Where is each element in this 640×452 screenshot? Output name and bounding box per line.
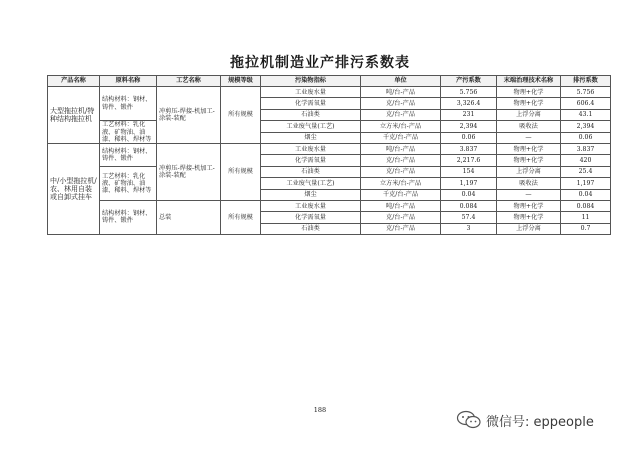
unit-cell: 立方米/台-产品 xyxy=(361,178,441,189)
material-cell: 结构材料：钢材、铸件、锻件 xyxy=(100,87,157,121)
pollutant-cell: 工业废水量 xyxy=(261,87,361,98)
pollutant-cell: 工业废水量 xyxy=(261,143,361,154)
process-cell: 冲剪压-焊接-机加工-涂装-装配 xyxy=(157,87,221,144)
unit-cell: 吨/台-产品 xyxy=(361,200,441,211)
unit-cell: 千克/台-产品 xyxy=(361,189,441,200)
treatment-cell: 物理+化学 xyxy=(497,87,561,98)
watermark-text: 微信号: eppeople xyxy=(486,414,594,430)
generation-cell: 0.084 xyxy=(441,200,497,211)
discharge-cell: 25.4 xyxy=(561,166,611,177)
unit-cell: 克/台-产品 xyxy=(361,166,441,177)
unit-cell: 克/台-产品 xyxy=(361,155,441,166)
discharge-cell: 3.837 xyxy=(561,143,611,154)
generation-cell: 231 xyxy=(441,109,497,120)
unit-cell: 克/台-产品 xyxy=(361,223,441,234)
column-header-material: 原料名称 xyxy=(100,76,157,87)
pollutant-cell: 工业废气量(工艺) xyxy=(261,121,361,132)
generation-cell: 2,394 xyxy=(441,121,497,132)
column-header-product: 产品名称 xyxy=(48,76,100,87)
pollutant-cell: 工业废水量 xyxy=(261,200,361,211)
generation-cell: 3,326.4 xyxy=(441,98,497,109)
generation-cell: 0.06 xyxy=(441,132,497,143)
product-cell: 大型拖拉机/特种结构拖拉机 xyxy=(48,87,100,144)
column-header-scale: 规模等级 xyxy=(221,76,261,87)
table-row xyxy=(48,87,611,98)
treatment-cell: 吸收法 xyxy=(497,121,561,132)
pollutant-cell: 化学需氧量 xyxy=(261,155,361,166)
pollutant-cell: 工业废气量(工艺) xyxy=(261,178,361,189)
column-header-generation-coefficient: 产污系数 xyxy=(441,76,497,87)
material-cell: 结构材料：钢材、铸件、锻件 xyxy=(100,143,157,166)
treatment-cell: — xyxy=(497,189,561,200)
discharge-cell: 2,394 xyxy=(561,121,611,132)
table-row xyxy=(48,143,611,154)
generation-cell: 3.837 xyxy=(441,143,497,154)
material-cell: 工艺材料：乳化液、矿物油、油漆、稀料、焊材等 xyxy=(100,166,157,200)
pollutant-cell: 石油类 xyxy=(261,166,361,177)
generation-cell: 57.4 xyxy=(441,212,497,223)
material-cell: 结构材料：钢材、铸件、锻件 xyxy=(100,200,157,234)
discharge-cell: 43.1 xyxy=(561,109,611,120)
wechat-watermark xyxy=(456,410,594,430)
discharge-cell: 11 xyxy=(561,212,611,223)
pollutant-cell: 烟尘 xyxy=(261,132,361,143)
pollutant-cell: 化学需氧量 xyxy=(261,98,361,109)
treatment-cell: 上浮分离 xyxy=(497,223,561,234)
scale-cell: 所有规模 xyxy=(221,87,261,144)
treatment-cell: 物理+化学 xyxy=(497,155,561,166)
unit-cell: 克/台-产品 xyxy=(361,212,441,223)
scale-cell: 所有规模 xyxy=(221,143,261,200)
treatment-cell: 物理+化学 xyxy=(497,143,561,154)
column-header-discharge-coefficient: 排污系数 xyxy=(561,76,611,87)
process-cell: 总装 xyxy=(157,200,221,234)
material-cell: 工艺材料：乳化液、矿物油、油漆、稀料、焊材等 xyxy=(100,121,157,144)
unit-cell: 吨/台-产品 xyxy=(361,87,441,98)
unit-cell: 克/台-产品 xyxy=(361,98,441,109)
product-cell: 中/小型拖拉机/农、林用自装或自卸式挂车 xyxy=(48,143,100,234)
column-header-treatment-technology: 末端治理技术名称 xyxy=(497,76,561,87)
page-number: 188 xyxy=(313,406,327,414)
treatment-cell: 吸收法 xyxy=(497,178,561,189)
generation-cell: 1,197 xyxy=(441,178,497,189)
scale-cell: 所有规模 xyxy=(221,200,261,234)
discharge-cell: 420 xyxy=(561,155,611,166)
table-row xyxy=(48,200,611,211)
pollutant-cell: 石油类 xyxy=(261,223,361,234)
column-header-process: 工艺名称 xyxy=(157,76,221,87)
table-header-row xyxy=(48,76,611,87)
discharge-cell: 0.04 xyxy=(561,189,611,200)
unit-cell: 克/台-产品 xyxy=(361,109,441,120)
generation-cell: 0.04 xyxy=(441,189,497,200)
column-header-unit: 单位 xyxy=(361,76,441,87)
generation-cell: 2,217.6 xyxy=(441,155,497,166)
generation-cell: 5.756 xyxy=(441,87,497,98)
unit-cell: 千克/台-产品 xyxy=(361,132,441,143)
treatment-cell: 物理+化学 xyxy=(497,98,561,109)
wechat-icon xyxy=(456,410,482,430)
discharge-cell: 0.06 xyxy=(561,132,611,143)
page-title: 拖拉机制造业产排污系数表 xyxy=(230,55,410,71)
pollutant-cell: 化学需氧量 xyxy=(261,212,361,223)
discharge-cell: 5.756 xyxy=(561,87,611,98)
treatment-cell: 上浮分离 xyxy=(497,166,561,177)
unit-cell: 吨/台-产品 xyxy=(361,143,441,154)
treatment-cell: — xyxy=(497,132,561,143)
discharge-cell: 1,197 xyxy=(561,178,611,189)
process-cell: 冲剪压-焊接-机加工-涂装-装配 xyxy=(157,143,221,200)
unit-cell: 立方米/台-产品 xyxy=(361,121,441,132)
column-header-pollutant: 污染物指标 xyxy=(261,76,361,87)
pollutant-cell: 石油类 xyxy=(261,109,361,120)
discharge-cell: 0.084 xyxy=(561,200,611,211)
discharge-cell: 606.4 xyxy=(561,98,611,109)
generation-cell: 3 xyxy=(441,223,497,234)
table-row xyxy=(48,166,611,177)
treatment-cell: 上浮分离 xyxy=(497,109,561,120)
table-row xyxy=(48,121,611,132)
emission-coefficient-table xyxy=(47,75,611,235)
generation-cell: 154 xyxy=(441,166,497,177)
treatment-cell: 物理+化学 xyxy=(497,200,561,211)
treatment-cell: 物理+化学 xyxy=(497,212,561,223)
pollutant-cell: 烟尘 xyxy=(261,189,361,200)
discharge-cell: 0.7 xyxy=(561,223,611,234)
